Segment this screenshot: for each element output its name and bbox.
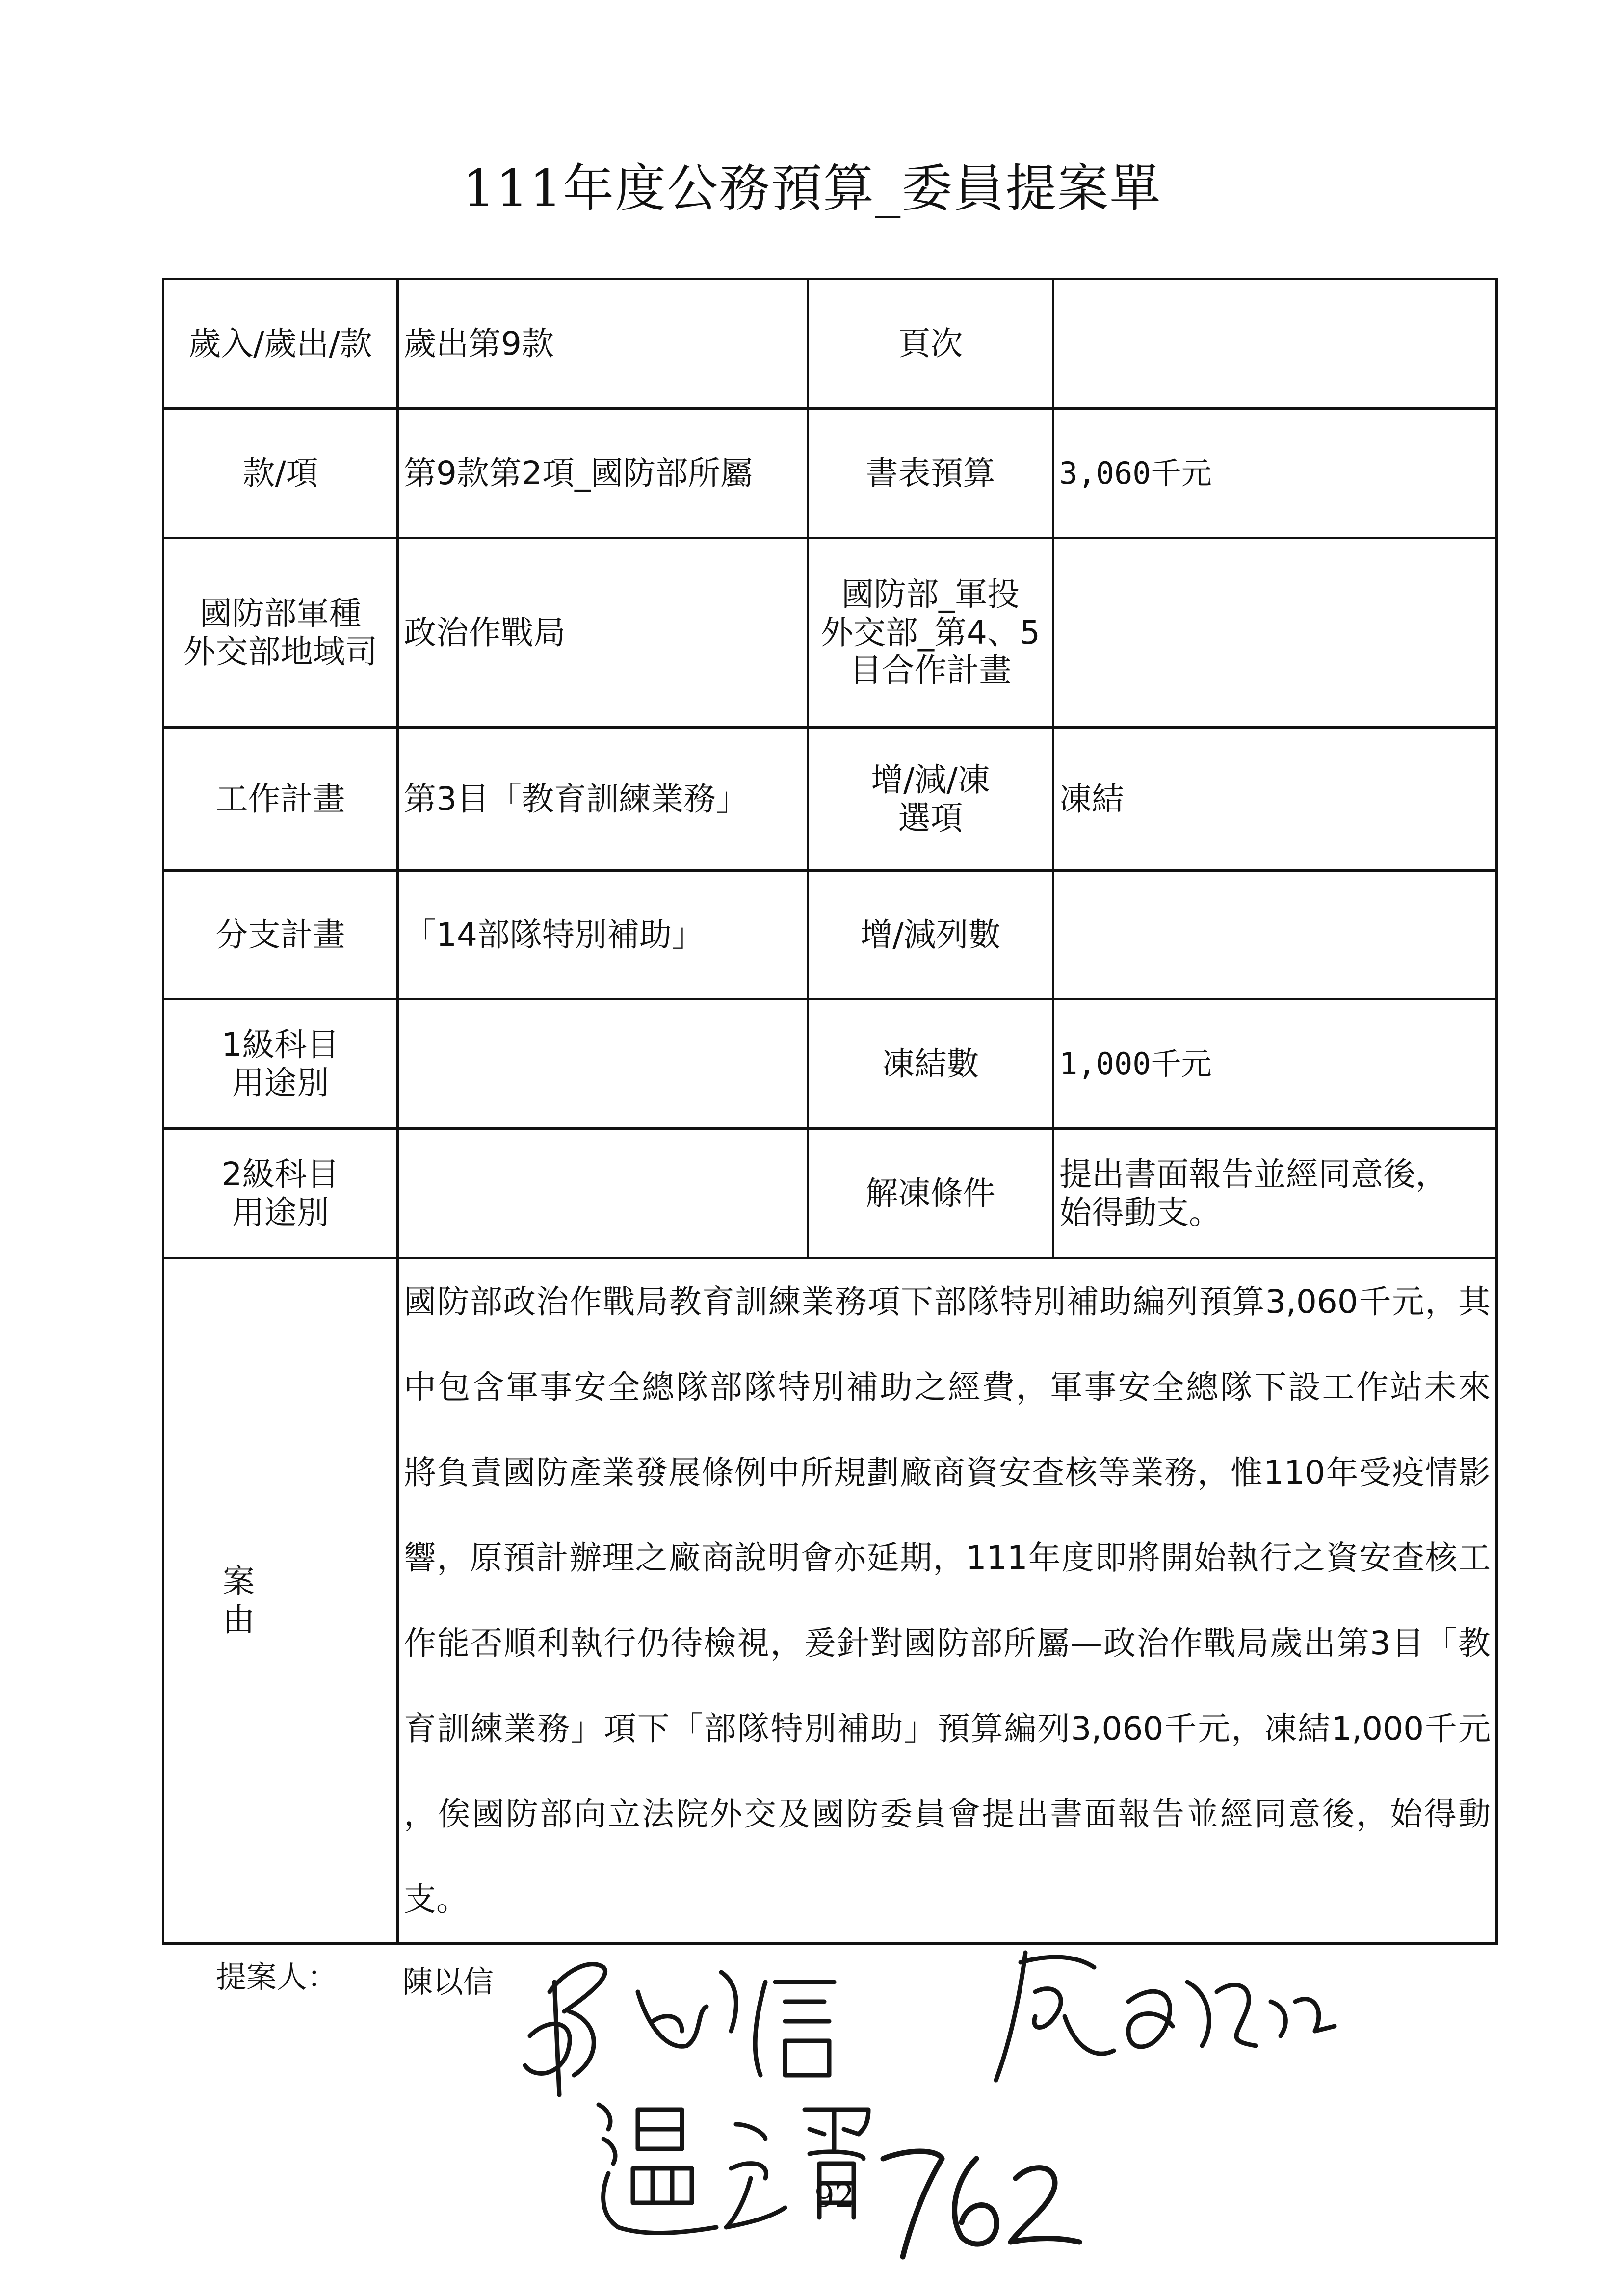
unfreeze-condition-line2: 始得動支。 (1059, 1193, 1221, 1231)
unfreeze-condition-line1: 提出書面報告並經同意後， (1059, 1155, 1448, 1193)
signature-chen-yixin (525, 1964, 834, 2095)
value-freeze-amount: 1,000千元 (1053, 999, 1497, 1129)
reason-line: 國防部政治作戰局教育訓練業務項下部隊特別補助編列預算3,060千元，其 (404, 1283, 1491, 1321)
value-statement-budget: 3,060千元 (1053, 409, 1497, 538)
proposer-label: 提案人： (216, 1959, 338, 1995)
form-row-work-plan (163, 728, 1497, 871)
reason-line: 支。 (404, 1880, 469, 1918)
reason-line: ，俟國防部向立法院外交及國防委員會提出書面報告並經同意後，始得動 (404, 1795, 1491, 1833)
label-agency-line1: 國防部軍種 (199, 594, 362, 632)
form-row-account (163, 279, 1497, 409)
value-level2-subject (398, 1129, 808, 1258)
label-cooperation-line2: 外交部_第4、5 (821, 613, 1040, 652)
proposal-form-table (162, 278, 1498, 1945)
label-page: 頁次 (808, 279, 1053, 409)
reason-line: 將負責國防產業發展條例中所規劃廠商資安查核等業務，惟110年受疫情影 (404, 1454, 1491, 1491)
page-number: 92 (814, 2178, 855, 2215)
form-row-section (163, 409, 1497, 538)
form-row-level1-subject (163, 999, 1497, 1129)
value-agency: 政治作戰局 (398, 538, 808, 728)
value-work-plan: 第3目「教育訓練業務」 (398, 728, 808, 871)
handwritten-number-762 (883, 2151, 1079, 2257)
label-cooperation-plan (808, 538, 1053, 728)
label-reason: 案由 (163, 1258, 398, 1944)
label-level2-subject (163, 1129, 398, 1258)
label-level1-subject (163, 999, 398, 1129)
signature-liao-wanru (996, 1953, 1335, 2080)
value-cooperation-plan (1053, 538, 1497, 728)
label-level2-line2: 用途別 (232, 1193, 329, 1231)
value-branch-plan: 「14部隊特別補助」 (398, 871, 808, 999)
value-adjust-amount (1053, 871, 1497, 999)
label-revenue-expense-item: 歲入/歲出/款 (163, 279, 398, 409)
label-agency (163, 538, 398, 728)
form-row-branch-plan (163, 871, 1497, 999)
label-level1-line1: 1級科目 (221, 1025, 340, 1064)
label-statement-budget: 書表預算 (808, 409, 1053, 538)
reason-line: 育訓練業務」項下「部隊特別補助」預算編列3,060千元，凍結1,000千元 (404, 1710, 1491, 1748)
reason-line: 中包含軍事安全總隊部隊特別補助之經費，軍事安全總隊下設工作站未來 (404, 1368, 1491, 1406)
label-work-plan: 工作計畫 (163, 728, 398, 871)
form-row-level2-subject (163, 1129, 1497, 1258)
value-revenue-expense-item: 歲出第9款 (398, 279, 808, 409)
label-freeze-amount: 凍結數 (808, 999, 1053, 1129)
reason-text (398, 1258, 1497, 1944)
value-page (1053, 279, 1497, 409)
label-adjust-amount: 增/減列數 (808, 871, 1053, 999)
label-section-item: 款/項 (163, 409, 398, 538)
value-adjust-option: 凍結 (1053, 728, 1497, 871)
proposer-name: 陳以信 (402, 1964, 494, 2000)
reason-line: 作能否順利執行仍待檢視，爰針對國防部所屬—政治作戰局歲出第3目「教 (404, 1624, 1491, 1662)
form-row-reason (163, 1258, 1497, 1944)
label-cooperation-line1: 國防部_軍投 (841, 575, 1020, 613)
page-title: 111年度公務預算_委員提案單 (462, 158, 1162, 218)
label-cooperation-line3: 目合作計畫 (849, 652, 1012, 690)
form-row-agency (163, 538, 1497, 728)
label-adjust-option-line1: 增/減/凍 (871, 760, 990, 799)
label-agency-line2: 外交部地域司 (183, 632, 378, 671)
reason-line: 響，原預計辦理之廠商說明會亦延期，111年度即將開始執行之資安查核工 (404, 1539, 1491, 1577)
label-branch-plan: 分支計畫 (163, 871, 398, 999)
label-adjust-option-line2: 選項 (898, 799, 963, 837)
value-section-item: 第9款第2項_國防部所屬 (398, 409, 808, 538)
value-level1-subject (398, 999, 808, 1129)
value-unfreeze-condition (1053, 1129, 1497, 1258)
label-adjust-option (808, 728, 1053, 871)
label-level2-line1: 2級科目 (221, 1155, 340, 1193)
label-level1-line2: 用途別 (232, 1064, 329, 1102)
label-unfreeze-condition: 解凍條件 (808, 1129, 1053, 1258)
